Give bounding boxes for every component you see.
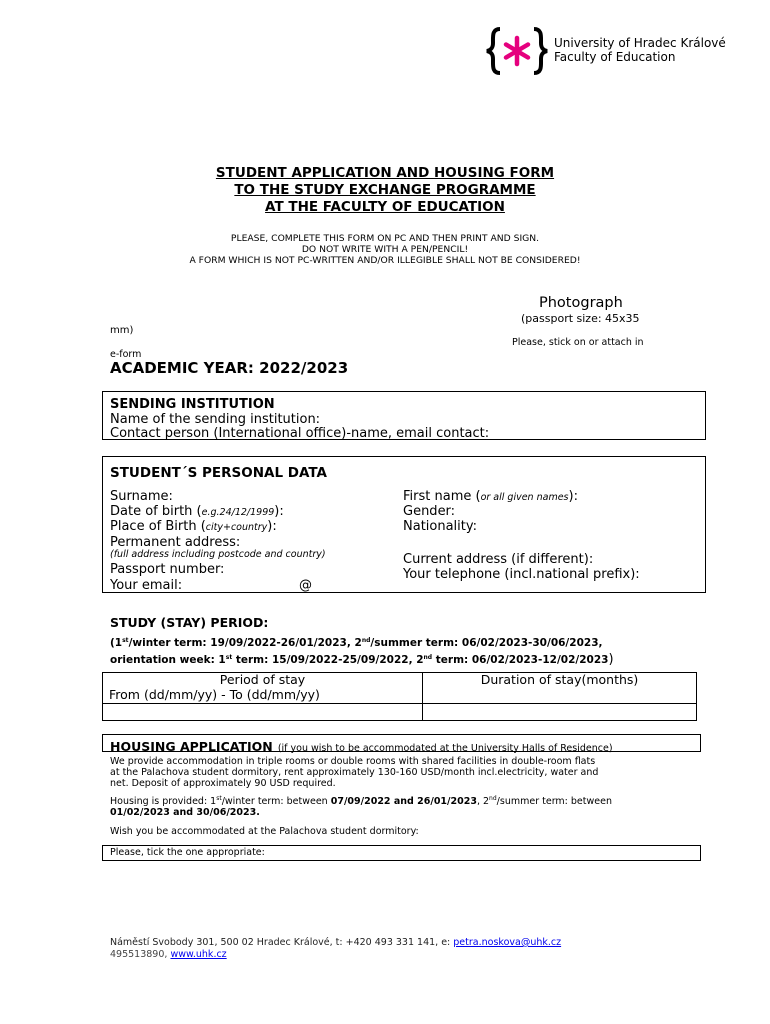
ordinal-suffix: st [225,654,233,661]
dob-label-end: ): [274,504,284,519]
terms-text: term: 15/09/2022-25/09/2022, 2 [232,654,424,666]
photograph-size: (passport size: 45x35 [521,312,640,325]
logo-wordmark [554,36,726,64]
housing-wish-text: Wish you be accommodated at the Palachova student dormitory: [110,826,419,837]
first-name-label-end: ): [568,489,578,504]
pob-label-end: ): [267,519,277,534]
email-field[interactable]: Your email: [110,578,183,593]
place-of-birth-field[interactable] [110,519,277,535]
instruction-line-3: A FORM WHICH IS NOT PC-WRITTEN AND/OR ILLEGIBLE SHALL NOT BE CONSIDERED! [189,255,581,266]
study-period-heading: STUDY (STAY) PERIOD: [110,615,269,630]
footer-phone: 495513890, [110,949,171,960]
permanent-address-hint: (full address including postcode and country) [110,549,326,560]
period-input-cell[interactable] [103,704,423,721]
terms-text: ) [608,652,614,667]
date-of-birth-field[interactable] [110,504,284,520]
housing-dates-bold: 07/09/2022 and 26/01/2023 [330,796,477,807]
sending-institution-section [102,391,706,440]
university-logo [486,26,726,76]
housing-heading-line [110,736,613,755]
logo-faculty-name: Faculty of Education [554,50,676,64]
housing-tick-label: Please, tick the one appropriate: [110,847,265,858]
logo-university-name: University of Hradec Králové [554,36,726,50]
form-title-line-1: STUDENT APPLICATION AND HOUSING FORM [215,165,555,181]
housing-description-line-1: We provide accommodation in triple rooms or double rooms with shared facilities in double-room flats [110,756,596,767]
form-title-line-2: TO THE STUDY EXCHANGE PROGRAMME [234,182,536,198]
terms-text: (1 [110,637,123,649]
footer-web-line [110,949,227,961]
personal-data-section [102,456,706,593]
first-name-hint: or all given names [480,492,569,503]
terms-text: term: 06/02/2023-12/02/2023 [432,654,609,666]
terms-text: /winter term: 19/09/2022-26/01/2023, 2 [128,637,362,649]
university-emblem-icon [486,26,548,76]
housing-dates-text: /summer term: between [496,796,612,807]
telephone-field[interactable]: Your telephone (incl.national prefix): [403,567,640,582]
period-header-cell [103,673,423,704]
passport-number-field[interactable]: Passport number: [110,562,225,577]
permanent-address-field[interactable]: Permanent address: [110,535,241,550]
gender-field[interactable]: Gender: [403,504,456,519]
photograph-size-cont: mm) [110,325,134,336]
ordinal-suffix: st [122,637,129,644]
form-title-line-3: AT THE FACULTY OF EDUCATION [265,199,505,215]
housing-application-header-box [102,734,701,752]
sending-institution-heading: SENDING INSTITUTION [110,397,275,412]
instruction-line-2: DO NOT WRITE WITH A PEN/PENCIL! [301,244,469,255]
footer-address: Náměstí Svobody 301, 500 02 Hradec Králové, t: +420 493 331 141, e: [110,937,454,948]
footer-email-link[interactable]: petra.noskova@uhk.cz [453,937,562,948]
ordinal-suffix: nd [361,637,371,644]
email-at-sign: @ [299,578,312,593]
current-address-field[interactable]: Current address (if different): [403,552,594,567]
nationality-field[interactable]: Nationality: [403,519,478,534]
housing-dates-text: Housing is provided: 1 [110,796,217,807]
personal-data-heading: STUDENT´S PERSONAL DATA [110,465,327,481]
table-header-row [103,673,697,704]
photograph-label: Photograph [539,295,623,311]
terms-text: /summer term: 06/02/2023-30/06/2023, [370,637,603,649]
housing-dates-text: , 2 [476,796,490,807]
dob-hint: e.g.24/12/1999 [201,507,275,518]
duration-header-cell [423,673,697,704]
ordinal-suffix: st [216,795,222,802]
housing-tick-box[interactable] [102,845,701,861]
footer-web-link[interactable]: www.uhk.cz [170,949,227,960]
housing-heading: HOUSING APPLICATION [110,739,273,754]
housing-dates-line-2: 01/02/2023 and 30/06/2023. [110,807,260,818]
sending-institution-name-field[interactable]: Name of the sending institution: [110,412,321,427]
study-period-terms-line-1 [110,637,602,649]
academic-year: ACADEMIC YEAR: 2022/2023 [110,359,349,377]
duration-header: Duration of stay(months) [480,672,639,687]
surname-field[interactable]: Surname: [110,489,173,504]
housing-description-line-2: at the Palachova student dormitory, rent approximately 130-160 USD/month incl.electricity, water and [110,767,599,778]
dob-label: Date of birth ( [110,504,202,519]
first-name-label: First name ( [403,489,481,504]
photograph-note-cont: e-form [110,349,142,360]
terms-text: orientation week: 1 [110,654,226,666]
ordinal-suffix: nd [489,795,497,802]
pob-label: Place of Birth ( [110,519,206,534]
duration-input-cell[interactable] [423,704,697,721]
housing-dates-text: /winter term: between [221,796,331,807]
contact-person-field[interactable]: Contact person (International office)-name, email contact: [110,426,490,441]
study-period-terms-line-2 [110,652,614,667]
table-row [103,704,697,721]
footer-address-line [110,937,561,949]
first-name-field[interactable] [403,489,578,505]
pob-hint: city+country [205,522,268,533]
period-subheader: From (dd/mm/yy) - To (dd/mm/yy) [109,686,320,702]
photograph-note: Please, stick on or attach in [512,337,644,348]
period-header: Period of stay [219,672,306,687]
ordinal-suffix: nd [423,654,433,661]
housing-heading-note: (if you wish to be accommodated at the University Halls of Residence) [277,743,613,754]
housing-description-line-3: net. Deposit of approximately 90 USD required. [110,778,336,789]
stay-period-table [102,672,697,721]
instruction-line-1: PLEASE, COMPLETE THIS FORM ON PC AND THEN PRINT AND SIGN. [230,233,540,244]
